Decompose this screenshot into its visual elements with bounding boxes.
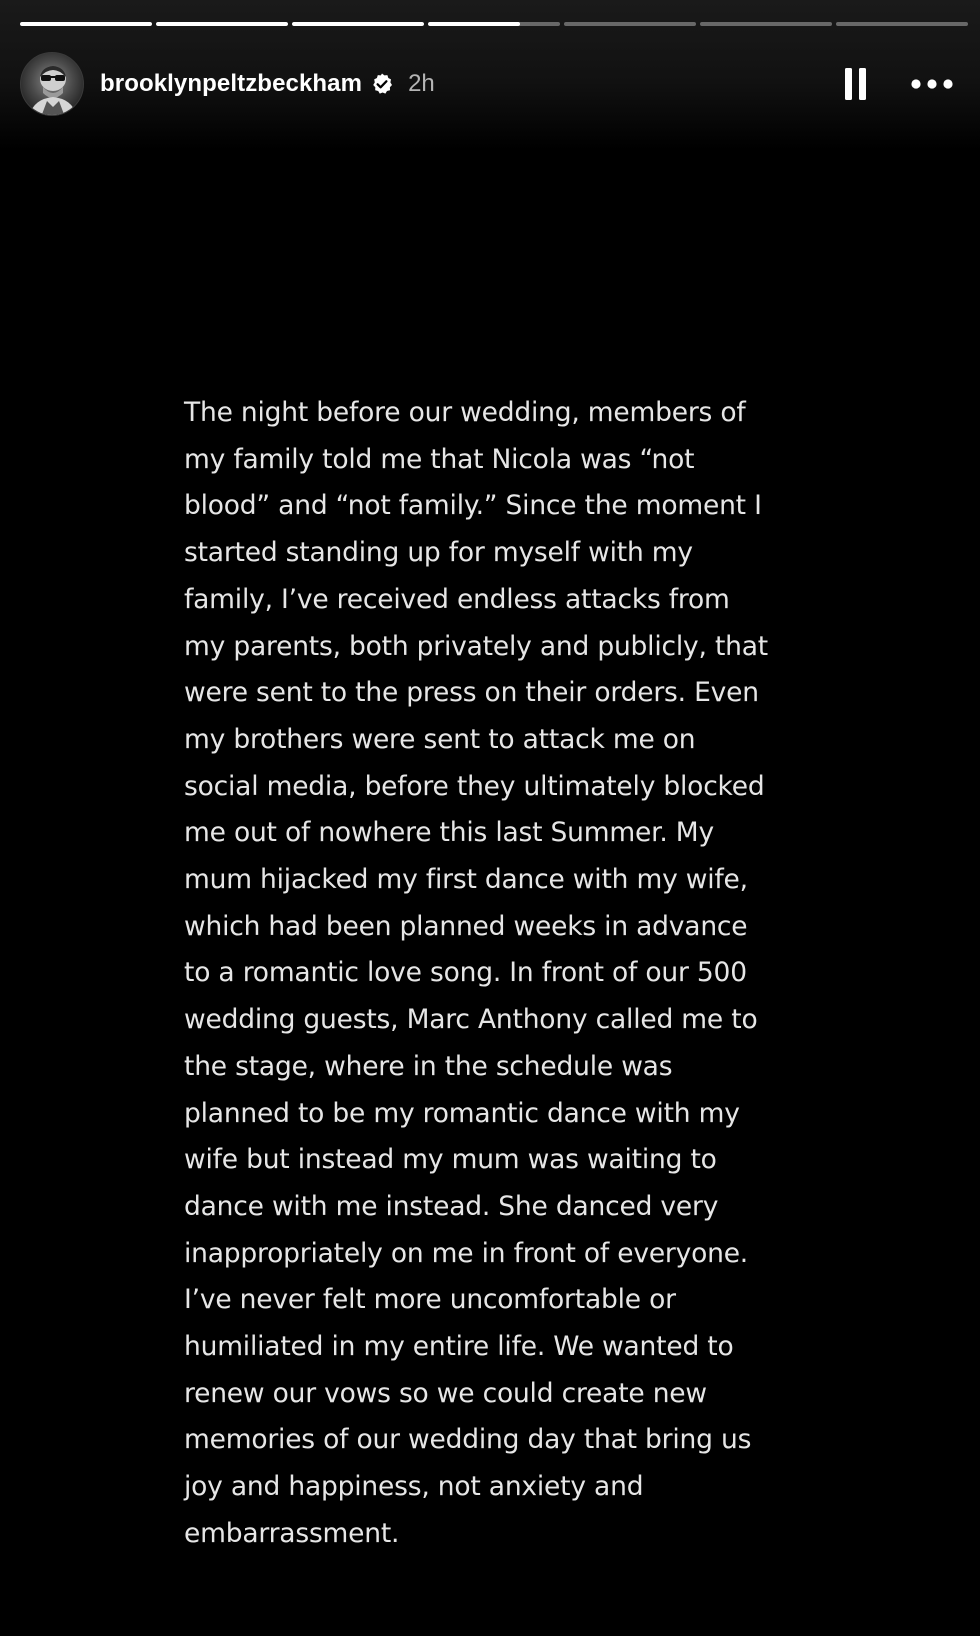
story-text-line: embarrassment. — [184, 1517, 400, 1549]
pause-icon — [845, 68, 867, 100]
story-text-line: planned to be my romantic dance with my — [184, 1097, 740, 1129]
story-text-line: wedding guests, Marc Anthony called me to — [184, 1004, 758, 1036]
story-header — [20, 52, 960, 116]
story-text-line: humiliated in my entire life. We wanted to — [184, 1331, 734, 1363]
story-text-line: wife but instead my mum was waiting to — [184, 1144, 717, 1176]
story-text-line: my brothers were sent to attack me on — [184, 723, 696, 755]
progress-segment — [564, 22, 696, 26]
story-text-line: started standing up for myself with my — [184, 537, 693, 569]
story-text-line: mum hijacked my first dance with my wife, — [184, 864, 748, 896]
progress-segment — [292, 22, 424, 26]
story-text — [184, 390, 784, 1558]
progress-segment — [156, 22, 288, 26]
more-options-icon — [911, 79, 953, 89]
username[interactable]: brooklynpeltzbeckham — [100, 70, 363, 97]
progress-segment — [700, 22, 832, 26]
story-text-line: the stage, where in the schedule was — [184, 1050, 673, 1082]
story-text-line: social media, before they ultimately blocked — [184, 770, 765, 802]
story-text-line: The night before our wedding, members of — [184, 397, 746, 428]
story-text-line: renew our vows so we could create new — [184, 1377, 707, 1409]
story-progress-bar — [20, 22, 968, 27]
story-text-line: joy and happiness, not anxiety and — [184, 1471, 644, 1503]
progress-segment — [20, 22, 152, 26]
story-text-line: my family told me that Nicola was “not — [184, 443, 695, 475]
story-text-line: family, I’ve received endless attacks from — [184, 583, 730, 615]
story-text-line: memories of our wedding day that bring us — [184, 1424, 752, 1456]
story-text-line: blood” and “not family.” Since the moment I — [184, 490, 762, 522]
story-text-line: dance with me instead. She danced very — [184, 1190, 719, 1222]
story-text-line: inappropriately on me in front of everyone. — [184, 1237, 749, 1269]
progress-segment — [836, 22, 968, 26]
story-text-line: me out of nowhere this last Summer. My — [184, 817, 714, 849]
progress-segment — [428, 22, 560, 26]
post-time: 2h — [408, 70, 435, 97]
verified-badge-icon — [370, 72, 394, 96]
progress-segment-fill — [20, 22, 152, 26]
progress-segment-fill — [156, 22, 288, 26]
story-text-line: my parents, both privately and publicly, that — [184, 630, 768, 662]
story-text-line: to a romantic love song. In front of our 500 — [184, 957, 747, 989]
progress-segment-fill — [292, 22, 424, 26]
more-options-button[interactable] — [910, 64, 954, 104]
progress-segment-fill — [428, 22, 520, 26]
avatar[interactable] — [20, 52, 84, 116]
story-text-line: were sent to the press on their orders. Even — [184, 677, 759, 709]
story-text-line: I’ve never felt more uncomfortable or — [184, 1284, 676, 1316]
avatar-image-icon — [21, 53, 84, 116]
pause-button[interactable] — [840, 64, 872, 104]
story-text-line: which had been planned weeks in advance — [184, 910, 748, 942]
